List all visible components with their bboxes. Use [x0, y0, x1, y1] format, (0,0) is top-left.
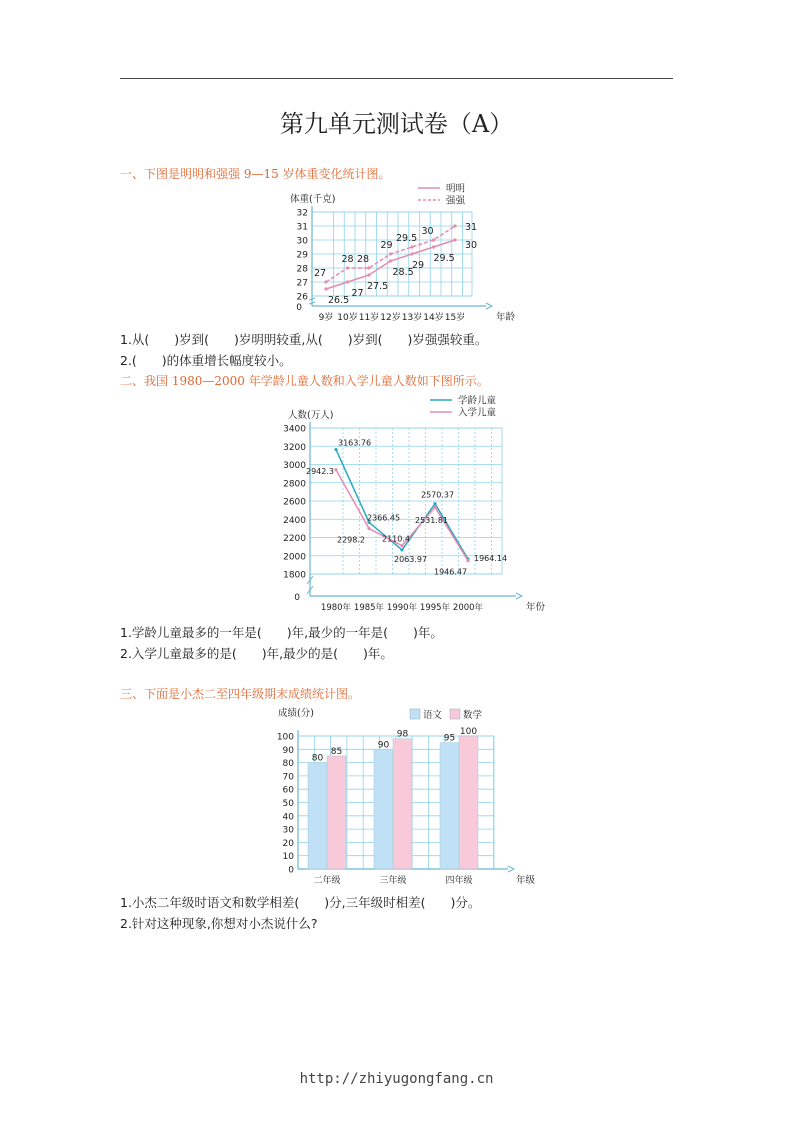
data-point [367, 266, 370, 269]
data-point [432, 245, 435, 248]
legend-label: 明明 [446, 183, 466, 195]
data-label: 28 [341, 254, 354, 265]
y-tick-label: 2600 [283, 497, 306, 508]
y-tick-label: 90 [282, 745, 294, 756]
origin-label: 0 [294, 593, 300, 603]
y-tick-label: 27 [296, 278, 308, 289]
x-axis-label: 年级 [516, 875, 536, 886]
data-label: 27 [351, 288, 364, 299]
y-tick-label: 28 [296, 264, 308, 275]
y-tick-label: 31 [296, 222, 308, 233]
y-tick-label: 2200 [283, 534, 306, 544]
data-label: 30 [421, 226, 434, 237]
bar [327, 756, 346, 869]
data-point [367, 273, 370, 276]
y-tick-label: 0 [288, 865, 294, 876]
data-label: 28.5 [392, 267, 414, 278]
data-point [433, 506, 436, 509]
page-title: 第九单元测试卷（A） [279, 110, 514, 138]
y-tick-label: 2800 [283, 479, 306, 490]
x-tick-label: 14岁 [423, 313, 444, 323]
y-tick-label: 3400 [283, 424, 306, 435]
y-tick-label: 50 [282, 799, 294, 809]
origin-label: 0 [296, 303, 302, 313]
bar [308, 763, 327, 869]
data-point [346, 266, 349, 269]
section-3-heading: 三、下面是小杰二至四年级期末成绩统计图。 [120, 687, 361, 701]
x-tick-label: 1995年 [419, 603, 451, 613]
y-tick-label: 29 [296, 250, 308, 261]
data-point [410, 252, 413, 255]
data-label: 2531.81 [415, 516, 449, 526]
bar-value-label: 90 [377, 740, 390, 751]
data-label: 2366.45 [367, 513, 401, 523]
x-axis-label: 年份 [526, 602, 546, 613]
data-label: 2942.3 [306, 466, 334, 476]
y-tick-label: 30 [296, 236, 308, 247]
data-point [400, 548, 403, 551]
data-label: 2110.4 [382, 534, 410, 544]
legend-swatch [450, 709, 460, 719]
section-2-question-1: 1.学龄儿童最多的一年是( )年,最少的一年是( )年。 [120, 625, 443, 640]
y-tick-label: 60 [282, 785, 294, 796]
data-point [466, 559, 469, 562]
legend-label: 强强 [446, 195, 466, 207]
section-1-question-2: 2.( )的体重增长幅度较小。 [120, 353, 292, 368]
bar [440, 743, 459, 869]
data-label: 27.5 [367, 281, 389, 292]
x-tick-label: 9岁 [318, 313, 334, 323]
y-tick-label: 32 [296, 208, 308, 219]
legend-label: 入学儿童 [458, 407, 497, 419]
y-axis-label: 体重(千克) [290, 194, 336, 205]
section-1-heading: 一、下图是明明和强强 9—15 岁体重变化统计图。 [120, 167, 391, 181]
data-point [334, 468, 337, 471]
section-3-question-2: 2.针对这种现象,你想对小杰说什么? [120, 916, 318, 931]
legend-label: 学龄儿童 [458, 395, 497, 407]
x-tick-label: 11岁 [358, 313, 380, 323]
x-tick-label: 1985年 [353, 603, 385, 613]
bar-value-label: 95 [443, 733, 456, 744]
data-label: 3163.76 [338, 438, 372, 448]
y-tick-label: 10 [282, 852, 294, 863]
data-label: 29.5 [433, 253, 455, 264]
legend-swatch [410, 709, 420, 719]
data-point [400, 544, 403, 547]
data-point [334, 448, 337, 451]
data-label: 1964.14 [474, 554, 508, 564]
y-tick-label: 80 [282, 759, 294, 770]
x-tick-label: 12岁 [380, 313, 401, 323]
y-tick-label: 20 [282, 838, 294, 849]
data-point [324, 287, 327, 290]
data-point [453, 238, 456, 241]
section-2-heading: 二、我国 1980—2000 年学龄儿童人数和入学儿童人数如下图所示。 [120, 374, 489, 388]
x-axis-arrow-icon [508, 866, 514, 872]
x-axis-label: 年龄 [496, 312, 516, 323]
data-point [453, 224, 456, 227]
y-tick-label: 3200 [283, 442, 306, 453]
bar-value-label: 80 [311, 753, 324, 764]
data-point [346, 280, 349, 283]
header-rule [120, 78, 673, 79]
data-point [389, 259, 392, 262]
x-tick-label: 15岁 [444, 313, 466, 323]
bar [459, 736, 478, 869]
y-tick-label: 2400 [283, 515, 306, 526]
bar-value-label: 85 [330, 746, 343, 757]
x-tick-label: 四年级 [445, 876, 473, 886]
data-point [367, 527, 370, 530]
y-axis-label: 成绩(分) [278, 708, 314, 719]
section-3-question-1: 1.小杰二年级时语文和数学相差( )分,三年级时相差( )分。 [120, 895, 481, 910]
data-label: 31 [465, 222, 478, 233]
data-point [389, 252, 392, 255]
data-label: 29 [380, 240, 393, 251]
data-point [410, 245, 413, 248]
section-2-question-2: 2.入学儿童最多的是( )年,最少的是( )年。 [120, 646, 393, 661]
y-tick-label: 70 [282, 772, 294, 783]
children-line-chart [268, 390, 546, 615]
data-point [433, 502, 436, 505]
x-tick-label: 10岁 [337, 313, 358, 323]
data-label: 2063.97 [394, 554, 428, 564]
bar [393, 739, 412, 869]
bar-value-label: 100 [459, 727, 478, 737]
data-point [432, 238, 435, 241]
data-label: 29 [412, 260, 425, 271]
x-tick-label: 1980年 [320, 603, 352, 613]
data-label: 26.5 [328, 295, 350, 306]
y-tick-label: 3000 [283, 461, 306, 471]
weight-line-chart [270, 180, 530, 325]
y-tick-label: 26 [296, 292, 308, 303]
data-label: 1946.47 [434, 567, 468, 577]
y-tick-label: 40 [282, 812, 294, 823]
footer-url: http://zhiyugongfang.cn [299, 1071, 494, 1087]
data-label: 2570.37 [421, 490, 455, 500]
data-label: 27 [314, 268, 327, 279]
x-tick-label: 三年级 [379, 876, 407, 886]
bar-value-label: 98 [396, 729, 409, 740]
y-tick-label: 100 [276, 732, 294, 743]
y-tick-label: 30 [282, 825, 294, 836]
y-axis-label: 人数(万人) [288, 410, 334, 421]
data-label: 2298.2 [337, 535, 365, 545]
grades-bar-chart [270, 702, 536, 887]
section-1-question-1: 1.从( )岁到( )岁明明较重,从( )岁到( )岁强强较重。 [120, 332, 488, 347]
data-label: 30 [465, 240, 478, 251]
legend-label: 语文 [423, 710, 443, 721]
x-axis-arrow-icon [516, 593, 522, 599]
data-label: 29.5 [396, 233, 418, 244]
x-axis-arrow-icon [486, 303, 492, 309]
y-tick-label: 1800 [283, 570, 306, 581]
x-tick-label: 2000年 [452, 603, 484, 613]
data-point [324, 280, 327, 283]
x-tick-label: 13岁 [401, 313, 423, 323]
bar [374, 749, 393, 869]
legend-label: 数学 [463, 710, 483, 721]
x-tick-label: 二年级 [313, 876, 341, 886]
y-tick-label: 2000 [283, 552, 306, 563]
data-label: 28 [357, 254, 370, 265]
x-tick-label: 1990年 [386, 603, 418, 613]
